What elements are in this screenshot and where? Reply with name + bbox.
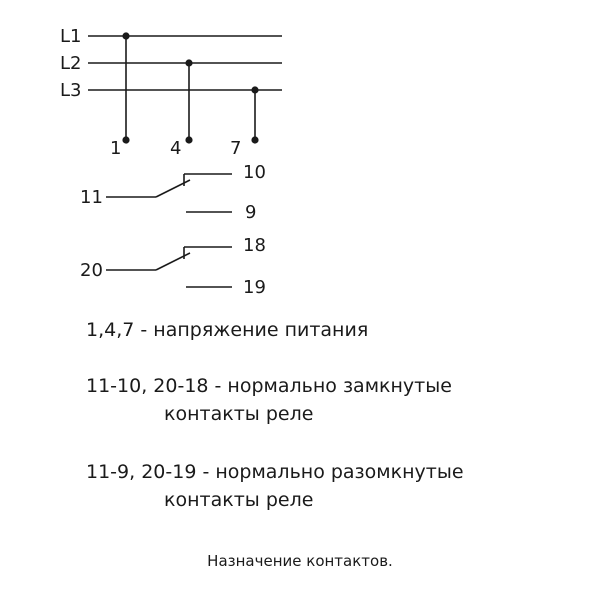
relay2-no-label: 19 — [243, 277, 266, 298]
diagram-caption: Назначение контактов. — [207, 552, 393, 570]
legend-nc-line2: контакты реле — [164, 403, 314, 425]
relay1-nc-label: 10 — [243, 162, 266, 183]
legend-supply-text: 1,4,7 - напряжение питания — [86, 319, 369, 341]
junction-dot-l1 — [122, 32, 129, 39]
junction-dot-l2 — [185, 59, 192, 66]
phase-label-l1: L1 — [60, 26, 82, 47]
terminal-dot-7 — [251, 136, 258, 143]
relay2-common-label: 20 — [80, 260, 103, 281]
relay1-no-label: 9 — [245, 202, 257, 223]
relay1-switch-arm — [156, 180, 190, 197]
legend-no-line2: контакты реле — [164, 489, 314, 511]
terminal-dot-1 — [122, 136, 129, 143]
terminal-label-7: 7 — [230, 138, 242, 159]
legend-no-line1: 11-9, 20-19 - нормально разомкнутые — [86, 461, 464, 483]
terminal-label-4: 4 — [170, 138, 182, 159]
legend-supply — [86, 316, 368, 344]
legend-normally-open — [86, 458, 464, 514]
junction-dot-l3 — [251, 86, 258, 93]
phase-lines — [88, 36, 282, 90]
terminal-label-1: 1 — [110, 138, 122, 159]
legend-normally-closed — [86, 372, 452, 428]
relay2-nc-label: 18 — [243, 235, 266, 256]
relay-contact-1 — [106, 174, 232, 212]
legend-nc-line1: 11-10, 20-18 - нормально замкнутые — [86, 375, 452, 397]
terminal-dot-4 — [185, 136, 192, 143]
relay-contact-2 — [106, 247, 232, 287]
terminal-drops — [122, 32, 258, 143]
relay1-common-label: 11 — [80, 187, 103, 208]
phase-label-l2: L2 — [60, 53, 82, 74]
phase-label-l3: L3 — [60, 80, 82, 101]
relay2-switch-arm — [156, 253, 190, 270]
